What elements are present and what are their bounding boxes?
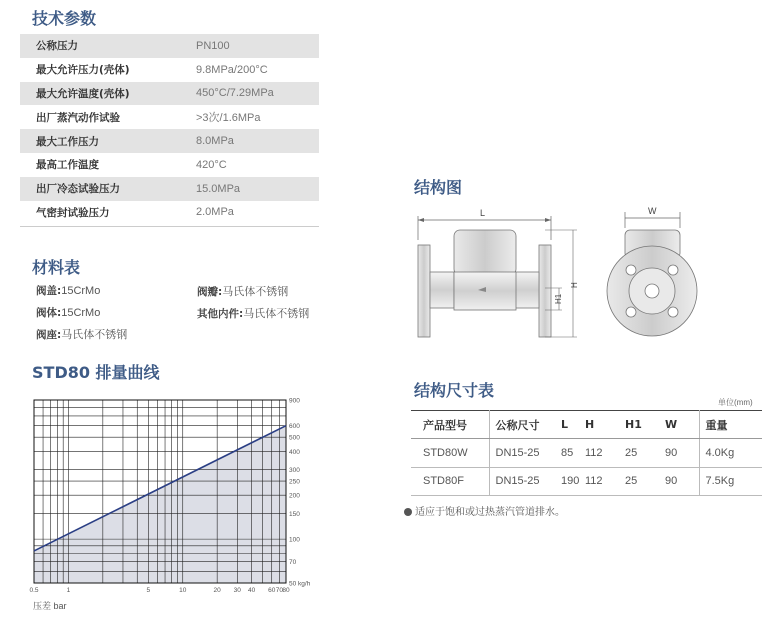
table-cell: 112: [585, 467, 621, 496]
y-tick-label: 600: [289, 423, 300, 431]
spec-row: [20, 82, 319, 106]
material-label: 阀体:: [36, 307, 62, 319]
x-tick-label: 80: [282, 587, 290, 594]
material-item: [197, 305, 309, 321]
dim-label-h1: H1: [554, 293, 563, 304]
y-tick-label: 400: [289, 448, 300, 456]
spec-row: [20, 153, 319, 177]
unit-label: 单位(mm): [718, 398, 753, 407]
x-tick-label: 20: [213, 587, 221, 594]
y-tick-label: 300: [289, 467, 300, 475]
material-value: 15CrMo: [61, 307, 101, 319]
spec-row: [20, 58, 319, 82]
material-item: [197, 283, 288, 299]
material-value: 马氏体不锈钢: [61, 329, 128, 341]
table-cell: 85: [551, 439, 585, 468]
spec-label: 最大工作压力: [36, 135, 99, 148]
x-tick-label: 40: [247, 587, 256, 594]
table-cell: STD80F: [411, 467, 489, 496]
x-tick-label: 5: [146, 587, 151, 594]
side-view: [418, 208, 579, 337]
spec-bottom-rule: [20, 226, 319, 227]
col-header: 公称尺寸: [489, 411, 551, 439]
bullet-icon: [404, 508, 412, 516]
col-header: H: [585, 411, 621, 439]
table-cell: 190: [551, 467, 585, 496]
table-cell: 7.5Kg: [699, 467, 762, 496]
structure-title: 结构图: [414, 178, 463, 197]
col-header: H1: [621, 411, 661, 439]
material-item: [36, 283, 100, 298]
discharge-chart-svg: [0, 388, 340, 613]
spec-value: 420°C: [196, 158, 227, 171]
material-label: 其他内件:: [197, 308, 244, 320]
table-cell: 90: [661, 467, 699, 496]
x-tick-label: 1: [66, 587, 71, 594]
y-tick-label: 250: [289, 478, 300, 486]
x-tick-label: 30: [233, 587, 241, 594]
material-item: [36, 326, 127, 342]
spec-row: [20, 105, 319, 129]
spec-row: [20, 177, 319, 201]
table-header-row: [411, 411, 762, 439]
dimensions-title: 结构尺寸表: [414, 381, 495, 400]
dim-label-l: L: [480, 208, 486, 218]
table-cell: 90: [661, 439, 699, 468]
col-header: 产品型号: [411, 411, 489, 439]
col-header: W: [661, 411, 699, 439]
table-cell: 25: [621, 467, 661, 496]
spec-value: PN100: [196, 39, 230, 52]
material-label: 阀盖:: [36, 285, 62, 297]
material-label: 阀座:: [36, 329, 62, 341]
dim-label-w: W: [648, 206, 657, 216]
spec-row: [20, 201, 319, 225]
table-row: [411, 439, 762, 468]
material-value: 15CrMo: [61, 285, 101, 297]
x-tick-label: 0.5: [29, 587, 39, 594]
material-item: [36, 305, 100, 320]
spec-row: [20, 129, 319, 153]
spec-value: >3次/1.6MPa: [196, 112, 261, 125]
table-cell: 25: [621, 439, 661, 468]
spec-row: [20, 34, 319, 58]
spec-label: 最大允许压力(壳体): [36, 64, 130, 77]
front-view: [607, 206, 697, 336]
y-tick-label: 500: [289, 434, 300, 442]
usage-note: [404, 503, 565, 518]
dim-label-h: H: [570, 282, 579, 288]
spec-value: 15.0MPa: [196, 182, 241, 195]
spec-label: 最大允许温度(壳体): [36, 87, 130, 100]
table-cell: DN15-25: [489, 439, 551, 468]
chart-xlabel: 压差 bar: [33, 601, 67, 611]
y-tick-label: 200: [289, 492, 300, 500]
curve-title: STD80 排量曲线: [32, 363, 160, 382]
col-header: 重量: [699, 411, 762, 439]
spec-label: 气密封试验压力: [36, 206, 110, 219]
spec-value: 8.0MPa: [196, 135, 234, 148]
spec-label: 出厂蒸汽动作试验: [36, 111, 120, 124]
dimension-table: [411, 410, 762, 496]
material-value: 马氏体不锈钢: [222, 286, 289, 298]
table-cell: DN15-25: [489, 467, 551, 496]
x-tick-label: 10: [179, 587, 187, 594]
spec-label: 最高工作温度: [36, 159, 99, 172]
curve-area: [34, 426, 286, 583]
table-row: [411, 467, 762, 496]
y-tick-label: 70: [289, 559, 297, 567]
table-cell: 4.0Kg: [699, 439, 762, 468]
spec-value: 9.8MPa/200°C: [196, 63, 268, 76]
note-text: 适应于饱和或过热蒸汽管道排水。: [415, 507, 565, 518]
spec-value: 2.0MPa: [196, 206, 234, 219]
materials-title: 材料表: [32, 258, 81, 277]
y-tick-label: 150: [289, 510, 300, 518]
col-header: L: [551, 411, 585, 439]
table-cell: STD80W: [411, 439, 489, 468]
x-tick-label: 70: [275, 587, 283, 594]
y-tick-label: 100: [289, 536, 300, 544]
material-value: 马氏体不锈钢: [243, 308, 310, 320]
spec-value: 450°C/7.29MPa: [196, 87, 274, 100]
material-label: 阀瓣:: [197, 286, 223, 298]
discharge-chart: [0, 388, 340, 618]
table-cell: 112: [585, 439, 621, 468]
structure-drawing: [405, 200, 705, 340]
spec-table: [20, 34, 319, 224]
spec-label: 出厂冷态试验压力: [36, 183, 120, 196]
y-tick-label: 900: [289, 397, 300, 405]
specs-title: 技术参数: [32, 9, 97, 28]
x-tick-label: 60: [268, 587, 276, 594]
spec-label: 公称压力: [36, 40, 78, 53]
y-tick-label: 50 kg/h: [289, 580, 311, 588]
